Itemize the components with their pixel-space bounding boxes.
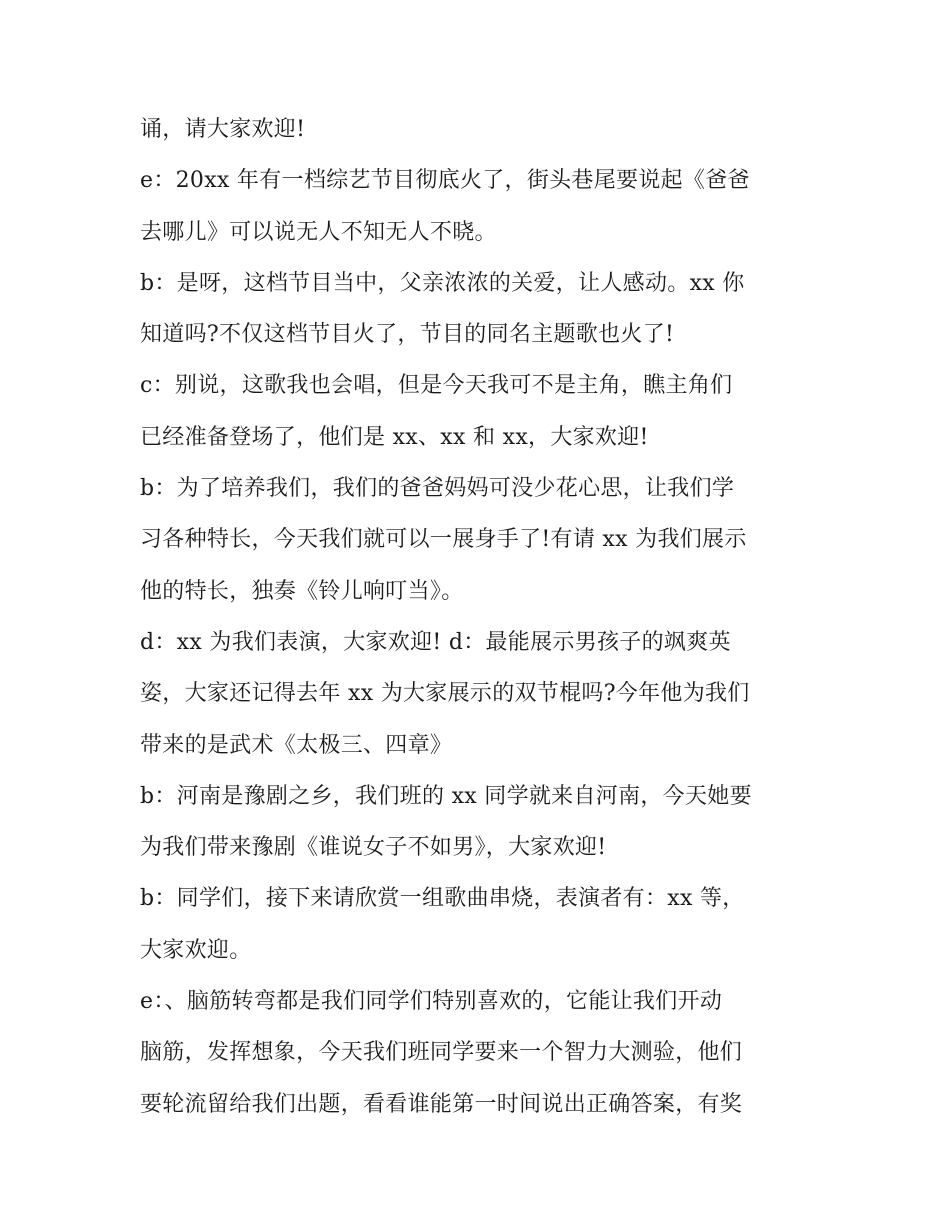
text-line: 已经准备登场了，他们是 xx、xx 和 xx，大家欢迎!	[140, 424, 649, 450]
body-text	[140, 104, 820, 1130]
text-line: 习各种特长，今天我们就可以一展身手了!有请 xx 为我们展示	[140, 527, 747, 553]
text-line: c：别说，这歌我也会唱，但是今天我可不是主角，瞧主角们	[140, 373, 733, 399]
text-line: b：为了培养我们，我们的爸爸妈妈可没少花心思，让我们学	[140, 476, 735, 502]
text-line: 脑筋，发挥想象，今天我们班同学要来一个智力大测验，他们	[140, 1040, 743, 1066]
text-line: 为我们带来豫剧《谁说女子不如男》，大家欢迎!	[140, 835, 607, 861]
text-line: 去哪儿》可以说无人不知无人不晓。	[140, 219, 497, 245]
text-line: 诵，请大家欢迎!	[140, 117, 306, 142]
text-line: e：、脑筋转弯都是我们同学们特别喜欢的，它能让我们开动	[140, 989, 723, 1015]
text-line: d：xx 为我们表演，大家欢迎! d：最能展示男孩子的飒爽英	[140, 629, 731, 655]
text-line: 姿，大家还记得去年 xx 为大家展示的双节棍吗?今年他为我们	[140, 681, 750, 707]
text-line: 知道吗?不仅这档节目火了，节目的同名主题歌也火了!	[140, 322, 675, 348]
text-line: e：20xx 年有一档综艺节目彻底火了，街头巷尾要说起《爸爸	[140, 168, 750, 194]
text-line: b：河南是豫剧之乡，我们班的 xx 同学就来自河南，今天她要	[140, 783, 752, 809]
text-line: b：是呀，这档节目当中，父亲浓浓的关爱，让人感动。xx 你	[140, 270, 745, 296]
text-line: 要轮流留给我们出题，看看谁能第一时间说出正确答案，有奖	[140, 1091, 743, 1117]
text-line: 带来的是武术《太极三、四章》	[140, 732, 453, 758]
text-line: b：同学们，接下来请欣赏一组歌曲串烧，表演者有：xx 等，	[140, 886, 745, 912]
text-line: 他的特长，独奏《铃儿响叮当》。	[140, 578, 464, 604]
text-line: 大家欢迎。	[140, 937, 252, 963]
